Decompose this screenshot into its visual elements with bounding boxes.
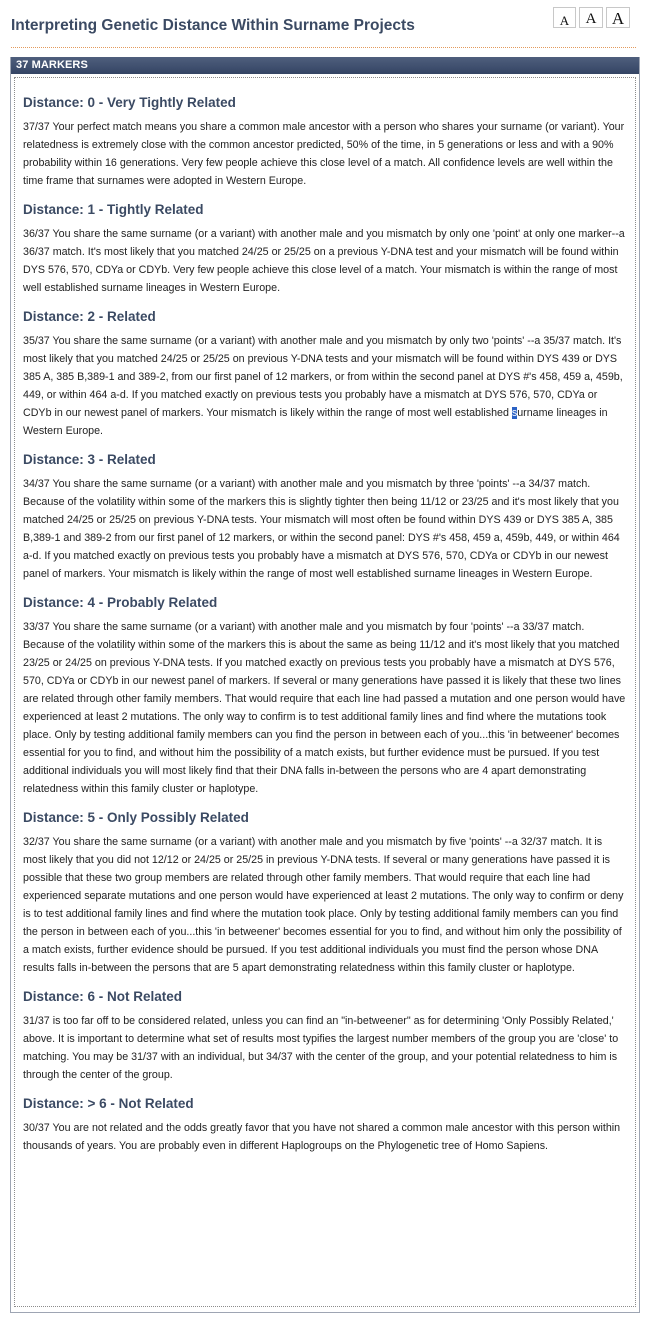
markers-panel — [10, 57, 640, 1313]
page-title: Interpreting Genetic Distance Within Surname Projects — [11, 17, 415, 34]
body-text: urname lineages in Western Europe. — [23, 407, 608, 437]
section-body: 31/37 is too far off to be considered related, unless you can find an "in-betweener" as for determining 'Only Possibly Related,' above. It is important to determine what set of results most typifies the largest number members of the group you are 'close' to matching. You may be 31/37 with an individual, but 34/37 with the center of the group, and your potential relatedness to him is through the center of the group. — [23, 1015, 619, 1081]
section-body: 30/37 You are not related and the odds greatly favor that you have not shared a common male ancestor with this person within thousands of years. You are probably even in different Haplogroups on the Phylogenetic tree of Homo Sapiens. — [23, 1122, 621, 1152]
section-title: Distance: 4 - Probably Related — [23, 595, 218, 610]
section-title: Distance: 1 - Tightly Related — [23, 202, 204, 217]
section-body: 36/37 You share the same surname (or a variant) with another male and you mismatch by only one 'point' at only one marker--a 36/37 match. It's most likely that you matched 24/25 or 25/25 on a previous Y-DNA test and your mismatch will be found within DYS 576, 570, CDYa or CDYb. Very few people achieve this close level of a match. Your mismatch is within the range of most well established surname lineages in Western Europe. — [23, 228, 625, 294]
section-body: 37/37 Your perfect match means you share a common male ancestor with a person who shares your surname (or variant). Your relatedness is extremely close with the common ancestor predicted, 50% of the time, in 5 generations or less and with a 90% probability within 16 generations. Very few people achieve this close level of a match. All confidence levels are well within the time frame that surnames were adopted in Western Europe. — [23, 121, 625, 187]
distance-section-4 — [23, 595, 627, 798]
font-size-small-button[interactable]: A — [553, 7, 576, 28]
section-title: Distance: 2 - Related — [23, 309, 156, 324]
body-text: 35/37 You share the same surname (or a variant) with another male and you mismatch by only two 'points' --a 35/37 match. It's most likely that you matched 24/25 or 25/25 on previous Y-DNA tests and your mismatch will be found within DYS 439 or DYS 385 A, 385 B,389-1 and 389-2, from our first panel of 12 markers, or from within the second panel at DYS #'s 458, 459 a, 459b, 449, or within 464 a-d. If you matched exactly on previous tests you probably have a mismatch at DYS 576, 570, CDYa or CDYb in our newest panel of markers. Your mismatch is likely within the range of most well established — [23, 335, 623, 419]
font-size-controls — [553, 7, 630, 28]
panel-content — [14, 77, 636, 1307]
section-body — [23, 332, 627, 440]
distance-section-1 — [23, 202, 627, 297]
section-title: Distance: 0 - Very Tightly Related — [23, 95, 236, 110]
section-body: 32/37 You share the same surname (or a variant) with another male and you mismatch by five 'points' --a 32/37 match. It is most likely that you did not 12/12 or 24/25 or 25/25 in previous Y-DNA tests. If several or many generations have passed it is possible that these two group members are related through other family members. That would require that each line had experienced separate mutations and one person would have experienced at least 2 mutations. The only way to confirm or deny is to test additional family lines and find where the mutation took place. Only by testing additional family members can you find the person in between each of you...this 'in betweener' becomes essential for you to find, and without him only the possibility of a match exists, further evidence should be pursued. If you test additional individuals you must find the person whose DNA results falls in-between the persons that are 5 apart demonstrating relatedness within this family cluster or haplotype. — [23, 836, 624, 974]
section-title: Distance: 3 - Related — [23, 452, 156, 467]
panel-header: 37 MARKERS — [11, 57, 639, 74]
section-title: Distance: 6 - Not Related — [23, 989, 183, 1004]
distance-section-0 — [23, 95, 627, 190]
distance-section-3 — [23, 452, 627, 583]
distance-section-2 — [23, 309, 627, 440]
page-header — [11, 9, 636, 48]
font-size-large-button[interactable]: A — [606, 7, 630, 28]
distance-section-6 — [23, 989, 627, 1084]
distance-section-5 — [23, 810, 627, 977]
section-title: Distance: 5 - Only Possibly Related — [23, 810, 249, 825]
text-selection-highlight: s — [511, 407, 518, 419]
section-title: Distance: > 6 - Not Related — [23, 1096, 194, 1111]
section-body: 34/37 You share the same surname (or a variant) with another male and you mismatch by three 'points' --a 34/37 match. Because of the volatility within some of the markers this is slightly tighter then being 11/12 or 23/25 and it's most likely that you matched 24/25 or 25/25 on previous Y-DNA tests. Your mismatch will most often be found within DYS 439 or DYS 385 A, 385 B,389-1 and 389-2 from our first panel of 12 markers, or within the second panel: DYS #'s 458, 459 a, 459b, 449, or within 464 a-d. If you matched exactly on previous tests you probably have a mismatch at DYS 576, 570, CDYa or CDYb in our newest panel of markers. Your mismatch is likely within the range of most well established surname lineages in Western Europe. — [23, 478, 620, 580]
font-size-medium-button[interactable]: A — [579, 7, 603, 28]
section-body: 33/37 You share the same surname (or a variant) with another male and you mismatch by four 'points' --a 33/37 match. Because of the volatility within some of the markers this is about the same as being 11/12 and it's most likely that you matched 23/25 or 24/25 on previous Y-DNA tests. If you matched exactly on previous tests you probably have a mismatch at DYS 576, 570, CDYa or CDYb in our newest panel of markers. If several or many generations have passed it is likely that these two lines are related through other family members. That would require that each line had passed a mutation and one person would have experienced at least 2 mutations. The only way to confirm is to test additional family lines and find where the mutations took place. Only by testing additional family members can you find the person in between each of you...this 'in betweener' becomes essential for you to find, and without him the possibility of a match exists, but further evidence must be pursued. If you test additional individuals you will most likely find that their DNA falls in-between the persons who are 4 apart demonstrating relatedness within this family cluster or haplotype. — [23, 621, 626, 795]
distance-section-7 — [23, 1096, 627, 1155]
